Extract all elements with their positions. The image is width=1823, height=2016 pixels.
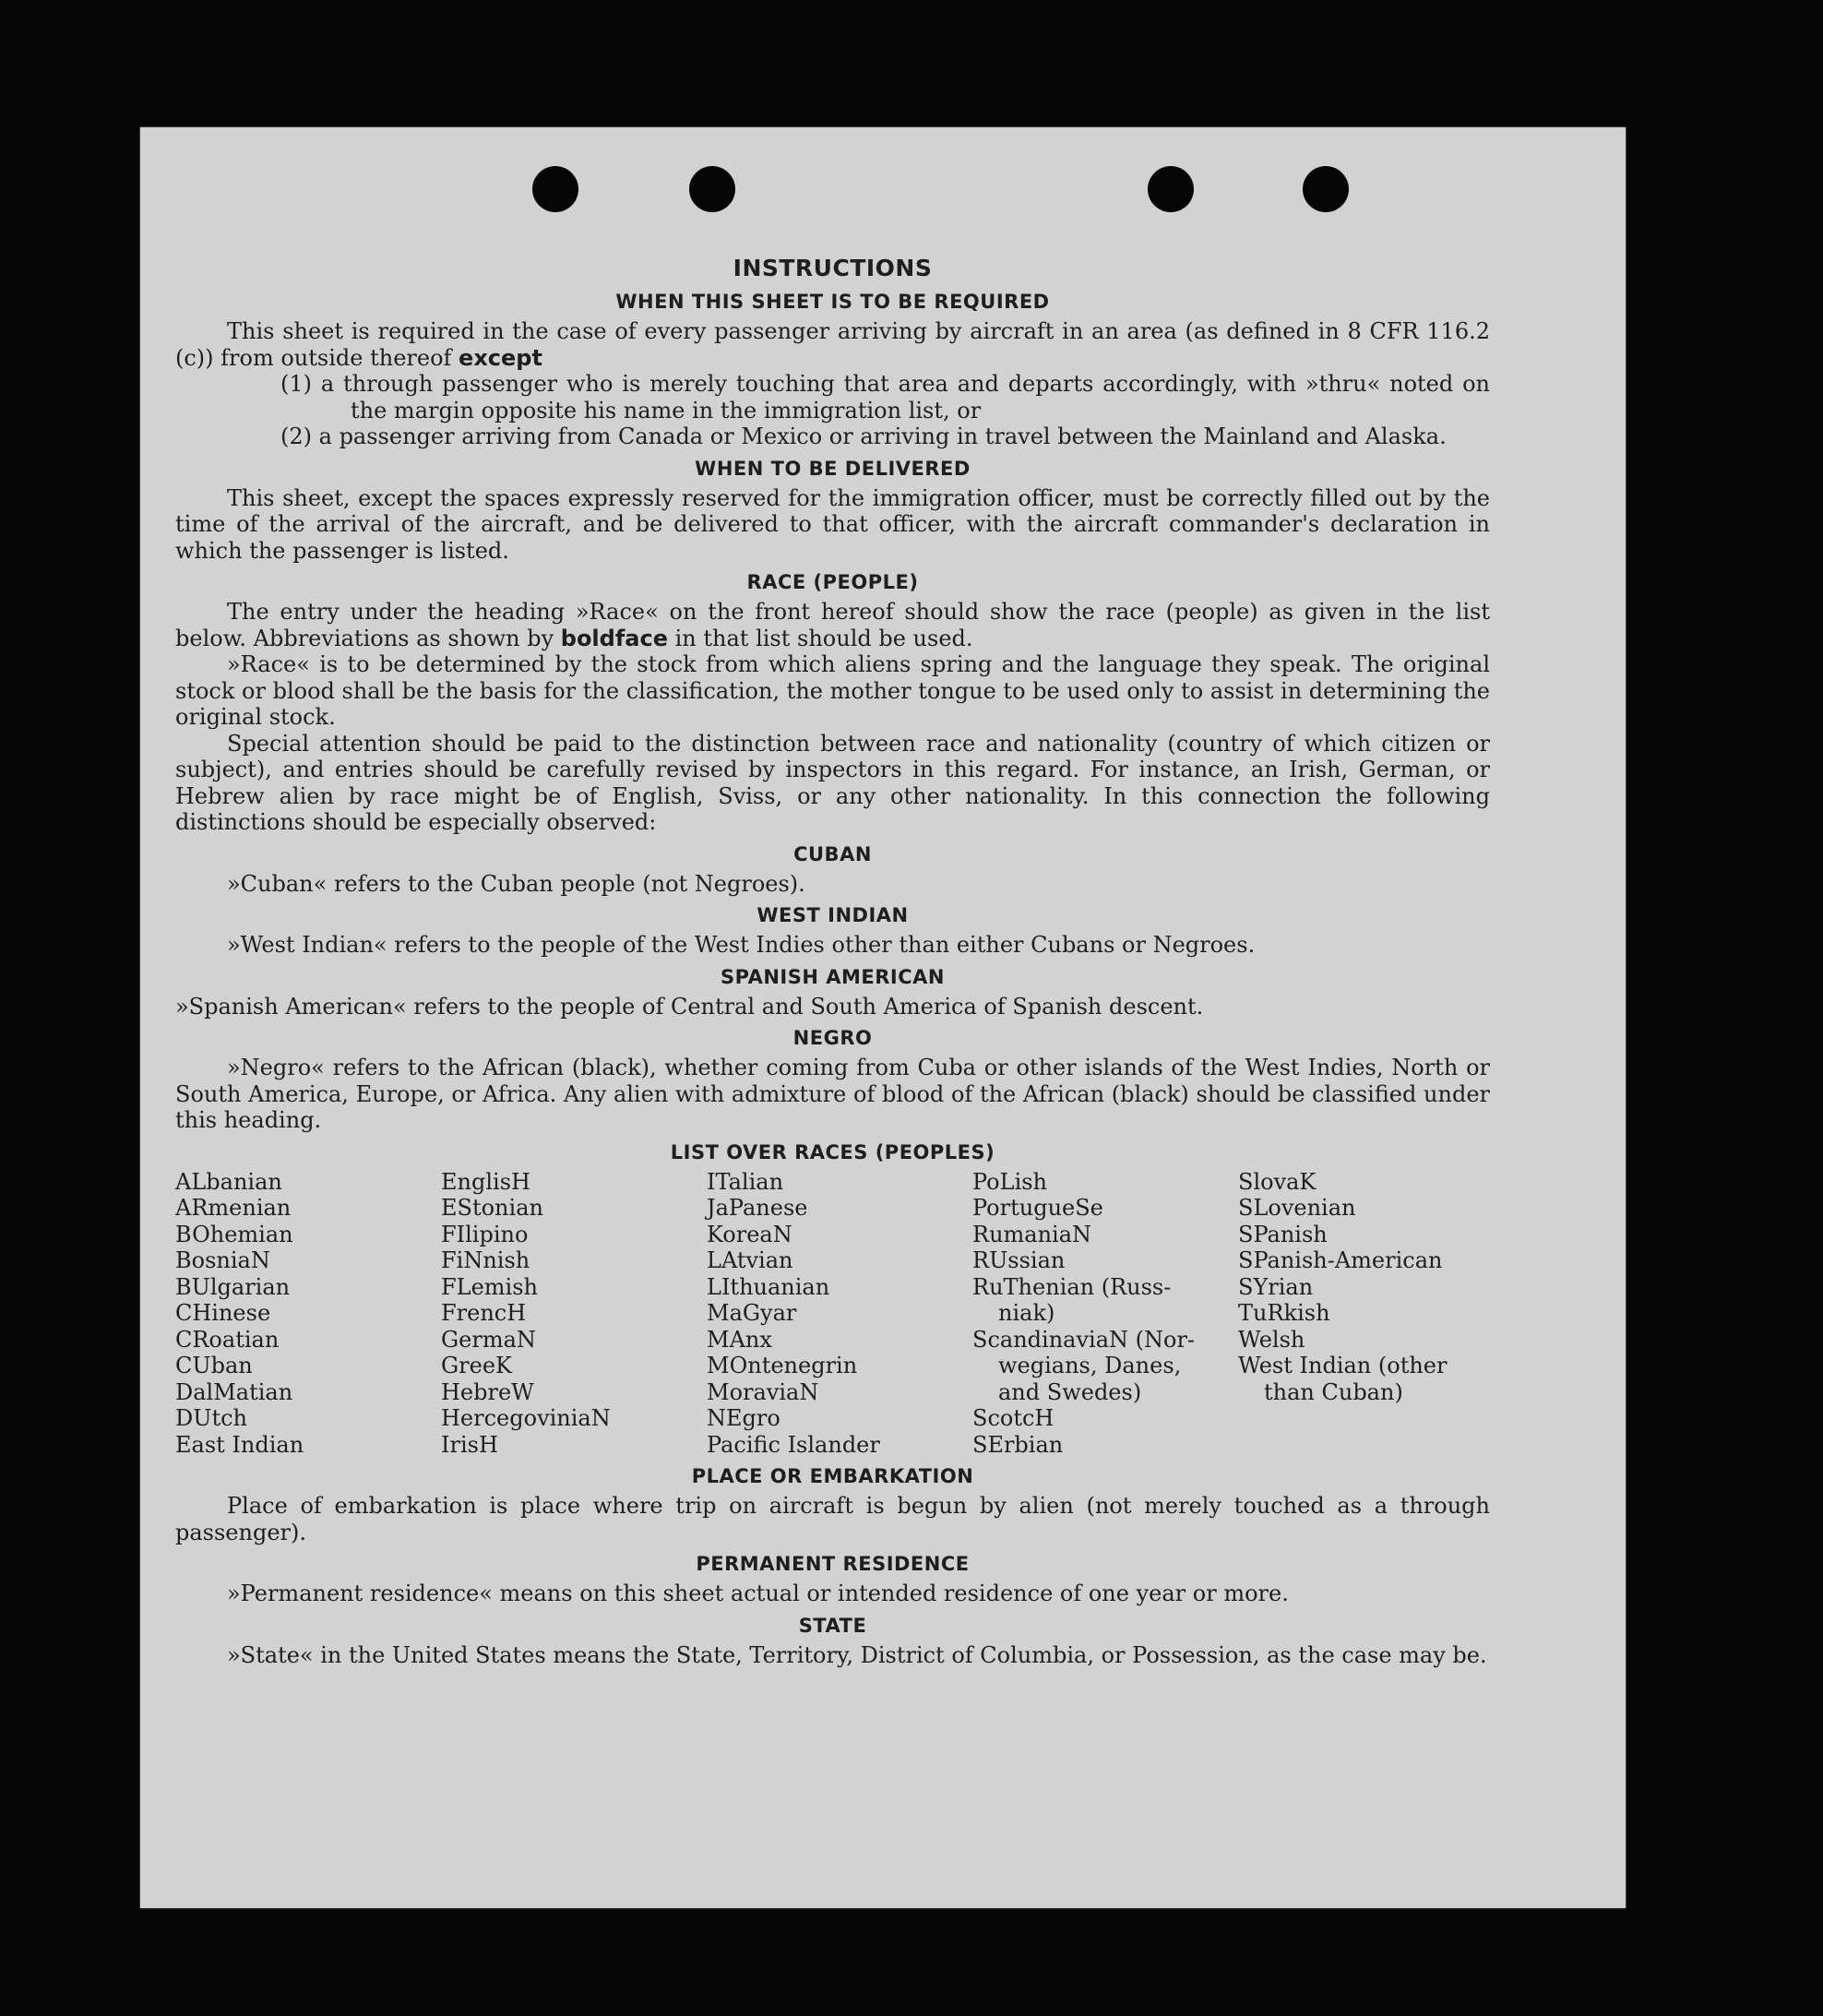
race-list-item: KoreaN <box>707 1221 792 1247</box>
race-list-item: ITalian <box>707 1168 784 1195</box>
race-list-item: SlovaK <box>1238 1168 1317 1195</box>
punch-hole <box>1148 166 1194 212</box>
race-list-item: GreeK <box>441 1353 512 1378</box>
section-heading: NEGRO <box>792 1027 873 1049</box>
race-list-item: NEgro <box>707 1405 780 1431</box>
section-heading: PLACE OR EMBARKATION <box>691 1465 974 1487</box>
race-list-item: than Cuban) <box>1264 1378 1403 1405</box>
section-heading: PERMANENT RESIDENCE <box>696 1553 970 1575</box>
section-heading: WEST INDIAN <box>757 904 909 926</box>
race-list-item: RuThenian (Russ- <box>972 1273 1172 1300</box>
punch-hole <box>1303 166 1349 212</box>
race-list-item: CHinese <box>175 1300 271 1326</box>
section-heading: STATE <box>798 1614 867 1637</box>
paragraph-text: in that list should be used. <box>674 625 973 651</box>
race-list-item: SPanish <box>1238 1221 1328 1247</box>
race-list-item: FiNnish <box>441 1247 530 1273</box>
race-list-item: CUban <box>175 1353 253 1378</box>
page-title: INSTRUCTIONS <box>733 255 933 281</box>
punch-hole <box>689 166 735 212</box>
race-list-item: EnglisH <box>441 1168 530 1195</box>
paragraph: »Permanent residence« means on this sheet actual or intended residence of one year or more. <box>227 1581 1289 1606</box>
race-list-item: MOntenegrin <box>707 1353 858 1378</box>
race-list-item: GermaN <box>441 1326 536 1353</box>
race-list-item: RUssian <box>972 1247 1066 1273</box>
punch-hole <box>532 166 578 212</box>
section-heading: SPANISH AMERICAN <box>721 965 945 988</box>
paragraph: »West Indian« refers to the people of the West Indies other than either Cubans or Negroes. <box>227 932 1256 958</box>
race-list-item: LAtvian <box>707 1247 793 1273</box>
instructions-content <box>175 255 1490 1668</box>
race-list-item: EStonian <box>441 1195 543 1221</box>
race-list-item: MoraviaN <box>707 1378 819 1405</box>
race-list-item: ScotcH <box>972 1405 1054 1431</box>
race-list-item: wegians, Danes, <box>998 1353 1182 1378</box>
race-column <box>175 1169 441 1459</box>
race-list-item: ScandinaviaN (Nor- <box>972 1326 1196 1353</box>
list-item: (1) a through passenger who is merely touching that area and departs accordingly, with »thru« noted on the margin opposite his name in the immigration list, or <box>280 371 1490 423</box>
race-list-item: CRoatian <box>175 1326 280 1353</box>
race-list-item: niak) <box>998 1300 1055 1326</box>
race-list-item: ARmenian <box>175 1195 292 1221</box>
race-list-item: SErbian <box>972 1431 1064 1458</box>
paragraph <box>175 318 1490 371</box>
bold-text: boldface <box>560 625 668 651</box>
paragraph: »Cuban« refers to the Cuban people (not Negroes). <box>227 870 805 897</box>
race-list-item: FIlipino <box>441 1221 529 1247</box>
paragraph-text: This sheet is required in the case of every passenger arriving by aircraft in an area (as defined in 8 CFR 116.2 (c)) from outside thereof <box>175 318 1490 371</box>
paragraph <box>175 599 1490 651</box>
paragraph: This sheet, except the spaces expressly reserved for the immigration officer, must be correctly filled out by the time of the arrival of the aircraft, and be delivered to that officer, with the aircraft commander's declaration in which the passenger is listed. <box>175 484 1490 564</box>
section-heading: CUBAN <box>793 842 872 865</box>
list-item: (2) a passenger arriving from Canada or Mexico or arriving in travel between the Mainland and Alaska. <box>280 423 1447 449</box>
section-heading: WHEN TO BE DELIVERED <box>695 457 971 480</box>
race-list-item: Pacific Islander <box>707 1431 880 1458</box>
race-list-item: FrencH <box>441 1300 527 1326</box>
race-column <box>707 1169 972 1459</box>
race-list-item: BosniaN <box>175 1247 270 1273</box>
paragraph-text: The entry under the heading »Race« on the front hereof should show the race (people) as given in the list below. Abbreviations as shown by <box>175 599 1490 651</box>
race-list-item: DUtch <box>175 1405 248 1431</box>
bold-text: except <box>459 344 542 371</box>
section-heading: RACE (PEOPLE) <box>746 571 919 593</box>
race-list-item: HercegoviniaN <box>441 1405 611 1431</box>
race-list-item: TuRkish <box>1238 1300 1330 1326</box>
race-list-item: DalMatian <box>175 1378 293 1405</box>
section-heading: LIST OVER RACES (PEOPLES) <box>670 1140 995 1163</box>
paragraph: »Race« is to be determined by the stock from which aliens spring and the language they speak. The original stock or blood shall be the basis for the classification, the mother tongue to be used only to assist in determining the original stock. <box>175 651 1490 730</box>
race-list-item: and Swedes) <box>998 1378 1142 1405</box>
race-list-item: JaPanese <box>707 1195 808 1221</box>
race-list-item: HebreW <box>441 1378 534 1405</box>
race-column <box>441 1169 707 1459</box>
instruction-sheet <box>140 127 1626 1908</box>
paragraph: Place of embarkation is place where trip on aircraft is begun by alien (not merely touched as a through passenger). <box>175 1493 1490 1545</box>
race-list-item: PortugueSe <box>972 1195 1103 1221</box>
race-list-item: Welsh <box>1238 1326 1305 1353</box>
race-list-item: East Indian <box>175 1431 304 1458</box>
race-list-item: West Indian (other <box>1238 1353 1448 1378</box>
race-list-item: PoLish <box>972 1168 1048 1195</box>
race-list-item: MaGyar <box>707 1300 797 1326</box>
race-list-item: LIthuanian <box>707 1273 830 1300</box>
race-list <box>175 1169 1490 1459</box>
race-list-item: SYrian <box>1238 1273 1314 1300</box>
race-list-item: MAnx <box>707 1326 772 1353</box>
paragraph: Special attention should be paid to the distinction between race and nationality (country of which citizen or subject), and entries should be carefully revised by inspectors in this regard. For instance, an Irish, German, or Hebrew alien by race might be of English, Sviss, or any other nationality. In this connection the following distinctions should be especially observed: <box>175 730 1490 835</box>
paragraph: »Spanish American« refers to the people of Central and South America of Spanish descent. <box>175 993 1204 1020</box>
paragraph: »State« in the United States means the State, Territory, District of Columbia, or Possession, as the case may be. <box>227 1641 1487 1668</box>
race-list-item: IrisH <box>441 1431 498 1458</box>
race-column <box>972 1169 1238 1459</box>
race-list-item: RumaniaN <box>972 1221 1092 1247</box>
race-list-item: ALbanian <box>175 1168 282 1195</box>
race-list-item: BOhemian <box>175 1221 293 1247</box>
paragraph: »Negro« refers to the African (black), whether coming from Cuba or other islands of the West Indies, North or South America, Europe, or Africa. Any alien with admixture of blood of the African (black) should be classified under this heading. <box>175 1055 1490 1133</box>
race-column <box>1238 1169 1504 1459</box>
race-list-item: BUlgarian <box>175 1273 291 1300</box>
section-heading: WHEN THIS SHEET IS TO BE REQUIRED <box>615 291 1050 313</box>
race-list-item: FLemish <box>441 1273 538 1300</box>
race-list-item: SLovenian <box>1238 1195 1356 1221</box>
race-list-item: SPanish-American <box>1238 1247 1443 1273</box>
